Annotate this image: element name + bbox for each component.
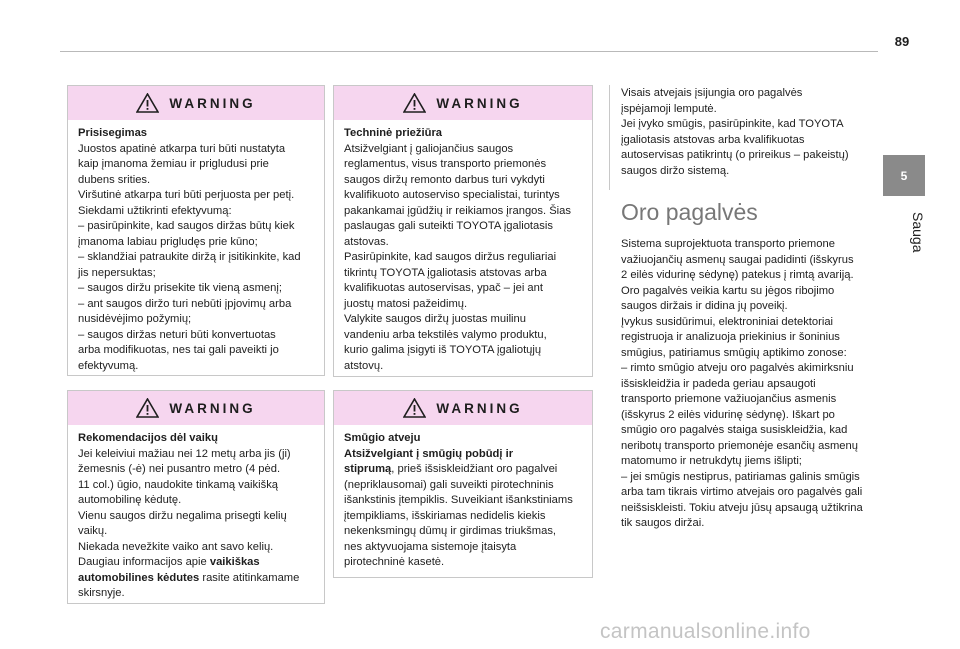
warning-body [334, 425, 592, 571]
warning-title: WARNING [436, 95, 523, 111]
header-rule [60, 51, 878, 52]
warning-title: WARNING [436, 400, 523, 416]
warning-triangle-icon [403, 93, 426, 113]
warning-triangle-icon [136, 398, 159, 418]
chapter-label: Sauga [910, 212, 926, 253]
warning-body [68, 120, 324, 374]
warning-text: Juostos apatinė atkarpa turi būti nustatyta kaip įmanoma žemiau ir prigludusi prie dubens srities. Viršutinė atkarpa turi būti perjuosta per petį. Siekdami užtikrinti efektyvumą: – pasirūpinkite, kad saugos diržas būtų kiek įmanoma labiau prigludęs prie kūno; – sklandžiai patraukite diržą ir įsitikinkite, kad jis nepersuktas; – saugos diržu prisekite tik vieną asmenį; – ant saugos diržo turi nebūti įpjovimų arba nusidėvėjimo požymių; – saugos diržas neturi būti konvertuotas arba modifikuotas, nes tai gali paveikti jo efektyvumą. [78, 142, 301, 372]
warning-header [334, 86, 592, 120]
airbags-paragraph: Sistema suprojektuota transporto priemone važiuojančių asmenų saugai padidinti (išskyrus 2 eilės vidurinę sėdynę) patekus į rimtą avariją. Oro pagalvės veikia kartu su jėgos ribojimo saugos diržais ir didina jų poveikį. Įvykus susidūrimui, elektroniniai detektoriai registruoja ir analizuoja priekinius ir šoninius smūgius, patiriamus smūgių aptikimo zonose: – rimto smūgio atveju oro pagalvės akimirksniu išsiskleidžia ir padeda geriau apsaugoti transporto priemone važiuojančius asmenis (išskyrus 2 eilės vidurinę sėdynę). Iškart po smūgio oro pagalvės staiga susiskleidžia, kad neribotų transporto priemonėje esančių asmenų matomumo ir netrukdytų jiems išlipti; – jei smūgis nestiprus, patiriamas galinis smūgis arba tam tikrais virtimo atvejais oro pagalvės gali neišsiskleisti. Tokiu atveju jūsų apsaugą užtikrina tik saugos diržai. [621, 238, 863, 529]
warning-header [68, 391, 324, 425]
warning-subtitle: Prisisegimas [78, 127, 148, 139]
column-divider [609, 85, 610, 190]
warning-subtitle: Smūgio atveju [344, 432, 421, 444]
page-number: 89 [894, 34, 910, 49]
warning-subtitle: Rekomendacijos dėl vaikų [78, 432, 218, 444]
warning-text: , prieš išsiskleidžiant oro pagalvei (nepriklausomai) gali suveikti pirotechninis išankstinis įtempiklis. Suveikiant išankstiniams įtempikliams, išskiriamas nedidelis kiekis nekenksmingų dūmų ir girdimas triukšmas, nes aktyvuojama sistemoje įtaisyta pirotechninė kasetė. [344, 463, 573, 568]
warning-box-children [67, 390, 325, 604]
warning-link-text: vaikiškas automobilines kėdutes [78, 556, 260, 584]
intro-paragraph: Visais atvejais įsijungia oro pagalvės įspėjamoji lemputė. Jei įvyko smūgis, pasirūpinkite, kad TOYOTA įgaliotasis atstovas arba kvalifikuotas autoservisas patikrintų (o prireikus – pakeistų) saugos diržo sistemą. [621, 87, 849, 177]
warning-subtitle: Techninė priežiūra [344, 127, 443, 139]
warning-body [68, 425, 324, 602]
warning-box-fastening [67, 85, 325, 376]
warning-triangle-icon [403, 398, 426, 418]
warning-triangle-icon [136, 93, 159, 113]
warning-body [334, 120, 592, 374]
warning-box-maintenance [333, 85, 593, 377]
warning-box-impact [333, 390, 593, 578]
warning-text: Jei keleiviui mažiau nei 12 metų arba jis (ji) žemesnis (-ė) nei pusantro metro (4 pėd. 11 col.) ūgio, naudokite tinkamą vaikišką automobilinę kėdutę. Vienu saugos diržu negalima prisegti kelių vaikų. Niekada nevežkite vaiko ant savo kelių. Daugiau informacijos apie [78, 447, 291, 568]
warning-bold-lead: Atsižvelgiant į smūgių pobūdį ir stiprumą [344, 447, 514, 475]
chapter-tab[interactable]: 5 [883, 155, 925, 196]
watermark: carmanualsonline.info [600, 620, 811, 643]
warning-title: WARNING [169, 400, 256, 416]
section-title: Oro pagalvės [621, 199, 758, 225]
warning-text-tail: rasite atitinkamame skirsnyje. [78, 571, 300, 599]
warning-header [334, 391, 592, 425]
warning-title: WARNING [169, 95, 256, 111]
warning-header [68, 86, 324, 120]
warning-text: Atsižvelgiant į galiojančius saugos reglamentus, visus transporto priemonės saugos diržų remonto darbus turi vykdyti kvalifikuoto autoserviso specialistai, turintys pakankamai įgūdžių ir reikiamos įrangos. Šias paslaugas gali suteikti TOYOTA įgaliotasis atstovas. Pasirūpinkite, kad saugos diržus reguliariai tikrintų TOYOTA įgaliotasis atstovas arba kvalifikuotas autoservisas, ypač – jei ant juostų matosi pažeidimų. Valykite saugos diržų juostas muilinu vandeniu arba tekstilės valymo produktu, kurio galima įsigyti iš TOYOTA įgaliotųjų atstovų. [344, 142, 571, 372]
